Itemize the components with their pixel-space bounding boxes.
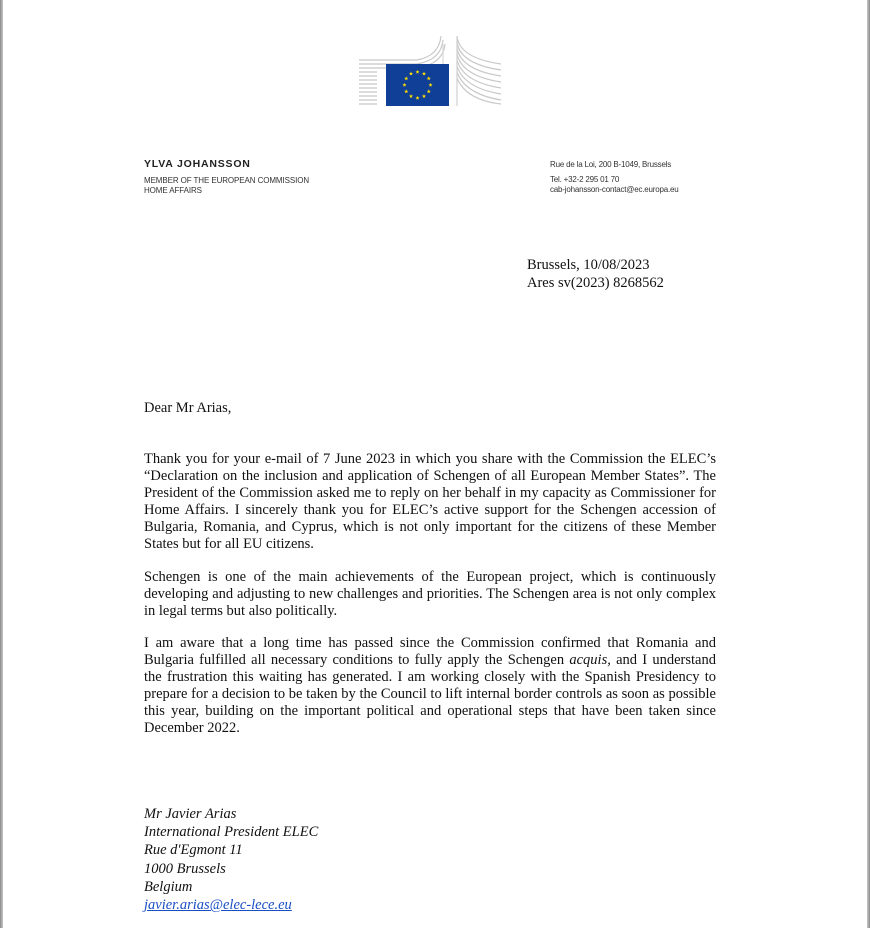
sender-block (144, 158, 309, 196)
page-edge-left (0, 0, 3, 928)
paragraph-3 (144, 635, 716, 736)
recipient-name: Mr Javier Arias (144, 806, 237, 822)
recipient-city: 1000 Brussels (144, 860, 226, 877)
date-reference-block (527, 256, 664, 292)
paragraph-3-part2: and I understand the frustration this waiting has generated. I am working closely with the Spanish Presidency to prepare for a decision to be taken by the Council to lift internal border controls as soon as possible this year, building on the important political and operational steps that have been taken since December 2022. (144, 652, 716, 736)
acquis-term: acquis, (569, 652, 611, 669)
contact-block (550, 160, 679, 195)
building-right-icon (457, 36, 501, 106)
paragraph-3-part1: I am aware that a long time has passed since the Commission confirmed that Romania and Bulgaria fulfilled all necessary conditions to fully apply the Schengen (144, 635, 716, 669)
paragraph-2: Schengen is one of the main achievements of the European project, which is continuously developing and adjusting to new challenges and priorities. The Schengen area is not only complex in legal terms but also politically. (144, 569, 716, 620)
sender-email: cab-johansson-contact@ec.europa.eu (550, 185, 679, 194)
sender-phone: Tel. +32-2 295 01 70 (550, 175, 620, 184)
european-commission-logo (357, 34, 503, 108)
reference-number: Ares sv(2023) 8268562 (527, 275, 664, 291)
salutation: Dear Mr Arias, (144, 400, 232, 416)
sender-role (144, 176, 309, 196)
sender-name: YLVA JOHANSSON (144, 158, 251, 170)
recipient-street: Rue d'Egmont 11 (144, 842, 243, 859)
date-line: Brussels, 10/08/2023 (527, 257, 650, 273)
sender-role-line1: MEMBER OF THE EUROPEAN COMMISSION (144, 176, 310, 185)
paragraph-1: Thank you for your e-mail of 7 June 2023 in which you share with the Commission the ELEC’s “Declaration on the inclusion and application of Schengen of all European Member States”. The President of the Commission asked me to reply on her behalf in my capacity as Commissioner for Home Affairs. I sincerely thank you for ELEC’s active support for the Schengen accession of Bulgaria, Romania, and Cyprus, which is not only important for the citizens of these Member States but for all EU citizens. (144, 451, 716, 552)
recipient-title: International President ELEC (144, 824, 319, 841)
sender-address: Rue de la Loi, 200 B-1049, Brussels (550, 160, 672, 169)
recipient-country: Belgium (144, 878, 193, 895)
recipient-email-link[interactable]: javier.arias@elec-lece.eu (144, 897, 292, 914)
letter-body (144, 451, 716, 754)
recipient-block (144, 805, 318, 914)
sender-role-line2: HOME AFFAIRS (144, 186, 202, 195)
